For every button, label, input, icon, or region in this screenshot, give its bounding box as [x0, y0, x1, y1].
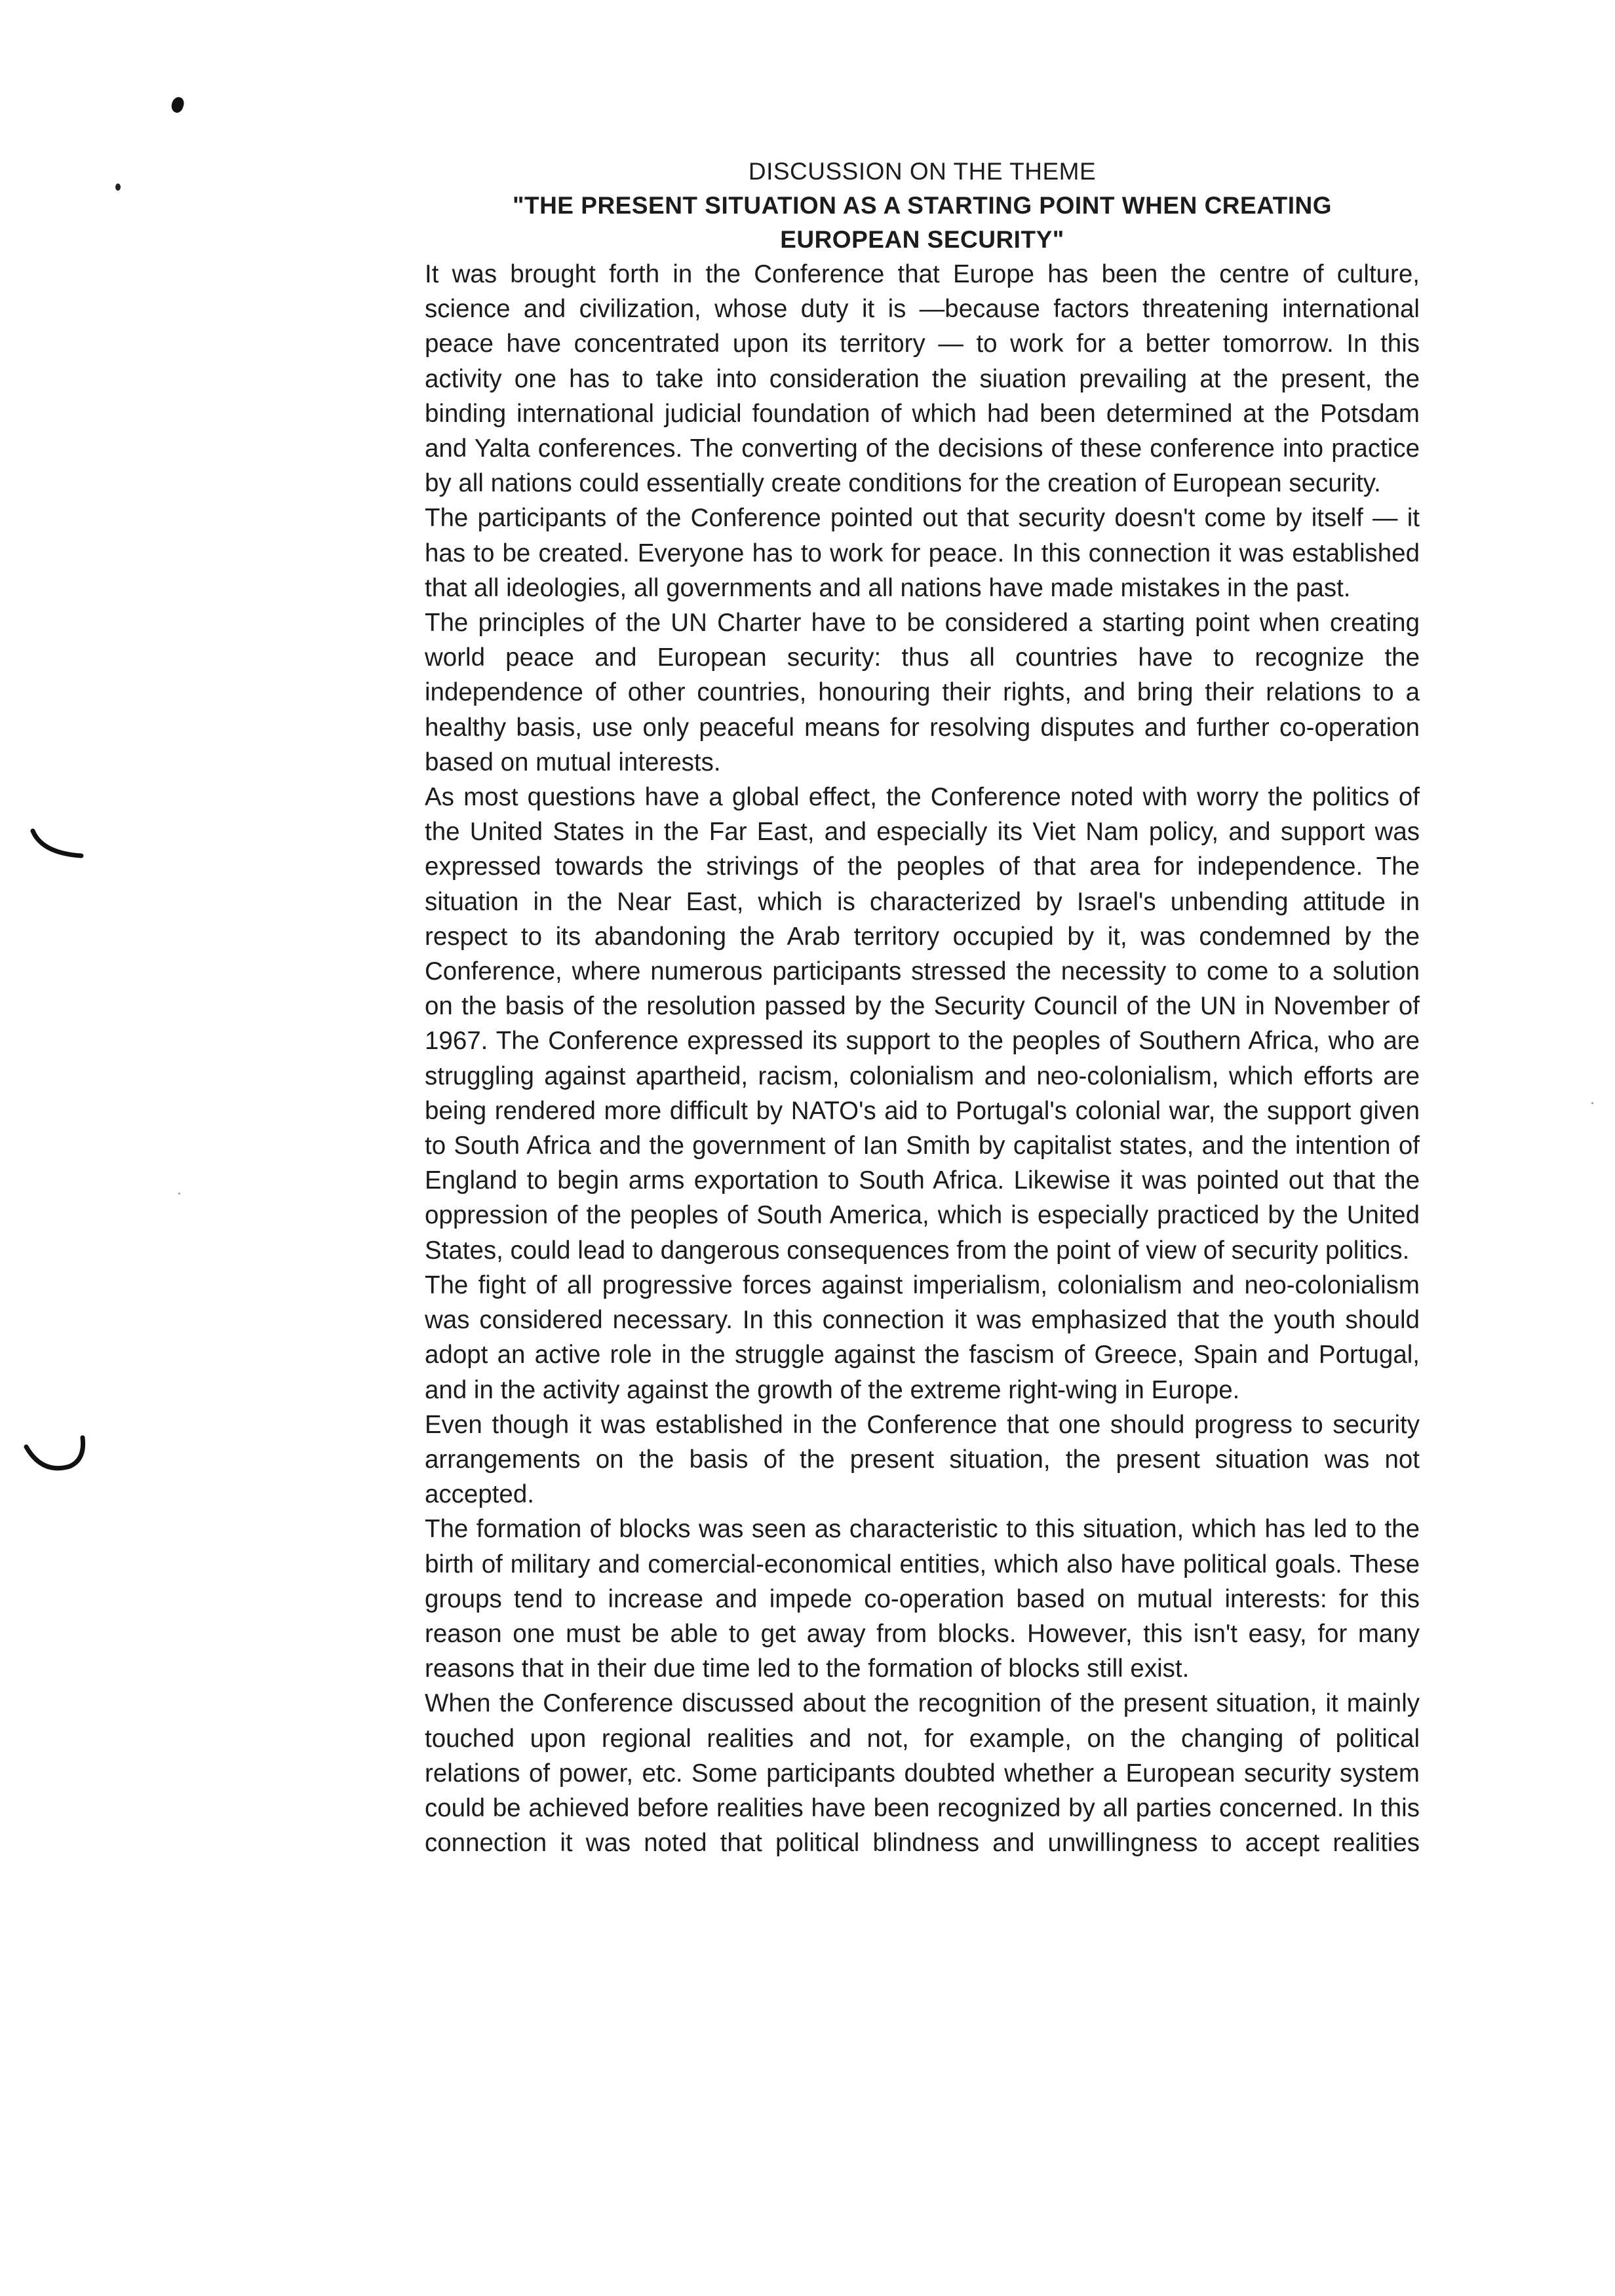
paragraph-5: The fight of all progressive forces against imperialism, colonialism and neo-colonialism was considered necessary. In this connection it was emphasized that the youth should adopt an active role in the struggle against the fascism of Greece, Spain and Portugal, and in the activity against the growth of the extreme right-wing in Europe.: [425, 1271, 1420, 1404]
heading-title-line1: "THE PRESENT SITUATION AS A STARTING POINT WHEN CREATING: [512, 192, 1333, 219]
binder-hole-mark-lower: [22, 1434, 88, 1486]
paragraph-1: It was brought forth in the Conference that Europe has been the centre of culture, science and civilization, whose duty it is —because factors threatening international peace have concentrated upon its territory — to work for a better tomorrow. In this activity one has to take into consideration the siuation prevailing at the present, the binding international judicial foundation of which had been determined at the Potsdam and Yalta conferences. The converting of the decisions of these conference into practice by all nations could essentially create conditions for the creation of European security.: [425, 260, 1420, 498]
heading-title-line2: EUROPEAN SECURITY": [780, 226, 1064, 253]
paragraph-6: Even though it was established in the Conference that one should progress to security arrangements on the basis of the present situation, the present situation was not accepted.: [425, 1410, 1420, 1509]
binder-hole-mark-upper: [29, 827, 88, 866]
document-body: [425, 155, 1420, 1860]
paragraph-4: As most questions have a global effect, the Conference noted with worry the politics of the United States in the Far East, and especially its Viet Nam policy, and support was expressed towards the strivings of the peoples of that area for independence. The situation in the Near East, which is characterized by Israel's unbending attitude in respect to its abandoning the Arab territory occupied by it, was condemned by the Conference, where numerous participants stressed the necessity to come to a solution on the basis of the resolution passed by the Security Council of the UN in November of 1967. The Conference expressed its support to the peoples of Southern Africa, who are struggling against apartheid, racism, colonialism and neo-colonialism, which efforts are being rendered more difficult by NATO's aid to Portugal's colonial war, the support given to South Africa and the government of Ian Smith by capitalist states, and the intention of England to begin arms exportation to South Africa. Likewise it was pointed out that the oppression of the peoples of South America, which is especially practiced by the United States, could lead to dangerous consequences from the point of view of security politics.: [425, 783, 1420, 1265]
paragraph-3: The principles of the UN Charter have to be considered a starting point when creating world peace and European security: thus all countries have to recognize the independence of other countries, honouring their rights, and bring their relations to a healthy basis, use only peaceful means for resolving disputes and further co-operation based on mutual interests.: [425, 609, 1420, 776]
scan-speck: [178, 1193, 180, 1195]
ink-dot-mark: [169, 96, 185, 115]
paragraph-2: The participants of the Conference pointed out that security doesn't come by itself — it has to be created. Everyone has to work for peace. In this connection it was established that all ideologies, all governments and all nations have made mistakes in the past.: [425, 504, 1420, 602]
paragraph-7: The formation of blocks was seen as characteristic to this situation, which has led to the birth of military and comercial-economical entities, which also have political goals. These groups tend to increase and impede co-operation based on mutual interests: for this reason one must be able to get away from blocks. However, this isn't easy, for many reasons that in their due time led to the formation of blocks still exist.: [425, 1515, 1420, 1683]
scan-speck: [1591, 1102, 1593, 1104]
paragraph-8: When the Conference discussed about the recognition of the present situation, it mainly touched upon regional realities and not, for example, on the changing of political relations of power, etc. Some participants doubted whether a European security system could be achieved before realities have been recognized by all parties concerned. In this connection it was noted that political blindness and unwillingness to accept realities: [425, 1689, 1420, 1858]
heading-discussion: DISCUSSION ON THE THEME: [748, 158, 1097, 185]
ink-dot-mark-small: [115, 183, 121, 191]
